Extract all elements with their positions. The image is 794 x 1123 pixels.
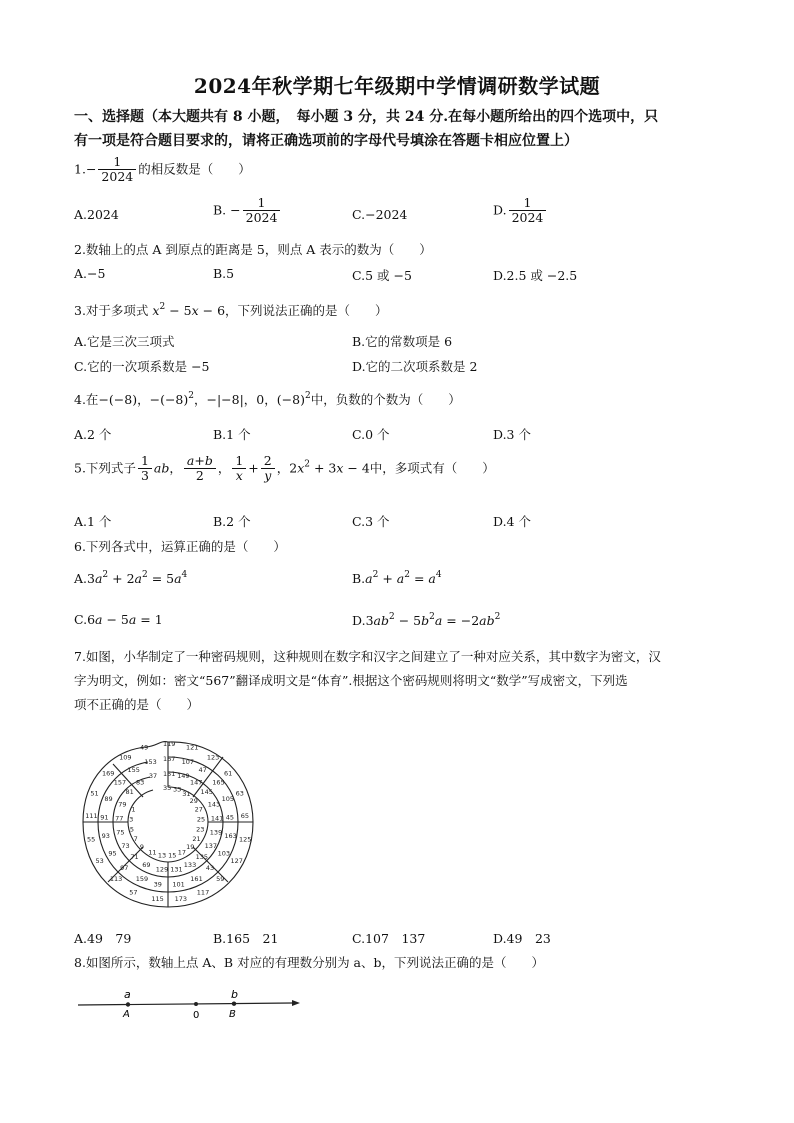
question-7-line2: 字为明文，例如：密文“567”翻译成明文是“体育”.根据这个密码规则将明文“数学”写成密文，下列选 [74,673,628,688]
q1-option-a: A.2024 [74,207,119,222]
spiral-number: 135 [195,853,209,862]
q1-option-c: C.−2024 [352,207,408,222]
spiral-number: 45 [225,813,235,822]
spiral-number: 15 [168,851,177,860]
label-b: b [231,988,238,1001]
q5-option-b: B.2 个 [213,514,251,529]
spiral-number: 137 [204,842,218,850]
spiral-number: 19 [186,842,195,851]
spiral-number: 37 [148,772,158,781]
page-title: 2024年秋学期七年级期中学情调研数学试题 [193,74,601,98]
q2-option-a: A.−5 [74,266,106,281]
spiral-number: 163 [224,832,237,840]
spiral-number: 53 [95,857,104,865]
spiral-number: 145 [200,788,213,797]
spiral-number: 73 [121,842,130,850]
number-line-axis [78,1003,292,1005]
question-5-stem: 5.下列式子 $\frac{1}{3}$ ab， $\frac{a+b}{2}$ ， $\frac{1}{x}$ + $\frac{2}{y}$ ，$2x^2 + 3x - 4$中，多项式有（ ） [74,453,495,484]
q1-option-b: B. − $\frac{1}{2024}$ [213,196,282,226]
spiral-number: 115 [151,895,164,904]
spiral-number: 55 [87,835,96,844]
label-B: B [229,1009,236,1020]
question-1-stem: 1.− $\frac{1}{2024}$ 的相反数是（ ） [74,154,251,185]
spiral-spokes [83,742,253,907]
spiral-number: 107 [181,757,195,766]
question-8-stem: 8.如图所示，数轴上点 A、B 对应的有理数分别为 a、b，下列说法正确的是（ ） [74,955,545,970]
q1-number: 1. [74,161,86,177]
spiral-number: 139 [209,828,223,837]
q5-option-d: D.4 个 [493,514,531,529]
spiral-number: 131 [170,865,183,874]
spiral-number: 109 [119,753,132,762]
spiral-number: 117 [196,888,210,897]
q7-option-c: C.107 137 [352,931,426,946]
spiral-number: 59 [216,875,225,884]
spiral-number: 69 [142,861,151,870]
spiral-number: 65 [240,812,250,821]
spiral-number: 133 [183,861,197,870]
spiral-number: 83 [136,778,145,787]
spiral-number: 51 [90,789,99,798]
spiral-number: 57 [129,888,138,897]
point-A-dot [126,1002,130,1006]
spiral-number: 61 [224,769,233,778]
spiral-number: 13 [157,851,167,860]
q3-option-a: A.它是三次三项式 [74,334,175,349]
spiral-number: 27 [194,805,203,814]
question-7-line1: 7.如图，小华制定了一种密码规则，这种规则在数字和汉字之间建立了一种对应关系，其中数字为密文，汉 [74,649,661,664]
spiral-number: 63 [235,789,244,798]
spiral-number: 147 [190,778,203,787]
spiral-number: 43 [205,864,215,873]
spiral-number: 149 [177,772,190,781]
spiral-number: 39 [153,880,162,889]
q4-option-b: B.1 个 [213,427,251,442]
q1-text: 的相反数是（ ） [138,161,251,177]
spiral-number: 75 [116,828,125,837]
q6-option-a: $A.3a^2 + 2a^2 = 5a^4$ [74,570,188,586]
spiral-number: 121 [186,743,199,752]
spiral-number: 151 [163,770,176,778]
question-6-stem: 6.下列各式中，运算正确的是（ ） [74,539,286,554]
q5-option-c: C.3 个 [352,514,390,529]
spiral-number: 153 [144,757,157,766]
spiral-number: 125 [239,835,252,844]
q7-option-a: A.49 79 [74,931,132,946]
q3-option-c: C.它的一次项系数是 −5 [74,359,210,374]
section-instructions-line1: 一、选择题（本大题共有 8 小题， 每小题 3 分，共 24 分.在每小题所给出的四个选项中，只 [74,109,659,125]
q3-option-d: D.它的二次项系数是 2 [352,359,478,374]
spiral-number: 113 [109,875,123,884]
question-3-stem: 3.对于多项式 $x^2 - 5x - 6$，下列说法正确的是（ ） [74,302,388,318]
spiral-number: 165 [212,778,225,787]
spiral-number: 127 [230,857,243,865]
spiral-number: 1 [131,805,136,814]
spiral-number: 123 [206,753,220,762]
spiral-number: 111 [85,812,98,821]
spiral-number: 129 [155,865,169,874]
spiral-number: 141 [210,814,224,823]
spiral-number: 101 [172,880,185,889]
spiral-number: 9 [139,842,145,851]
q2-option-d: D.2.5 或 −2.5 [493,268,578,283]
spiral-number: 79 [118,800,127,809]
label-a: a [124,988,131,1001]
spiral-number: 3 [129,815,134,824]
q3-option-b: B.它的常数项是 6 [352,334,453,349]
spiral-number: 35 [163,784,172,792]
spiral-number: 71 [130,853,139,862]
number-line-figure [74,985,304,1025]
spiral-number: 29 [189,796,198,805]
spiral-number: 143 [207,800,221,809]
spiral-number: 157 [113,778,127,787]
spiral-number: 105 [221,795,235,803]
point-B-dot [232,1002,236,1006]
spiral-number: 93 [101,832,110,840]
q4-option-a: A.2 个 [74,427,112,442]
spiral-number: 7 [133,835,138,843]
q4-option-c: C.0 个 [352,427,390,442]
spiral-number: 17 [177,848,187,857]
spiral-number: 11 [148,848,157,857]
spiral-number: 173 [174,895,188,904]
cipher-spiral-figure [68,722,268,922]
q6-option-d: $D.3ab^2 - 5b^2a = -2ab^2$ [352,612,501,628]
origin-dot [194,1002,198,1006]
spiral-number: 25 [196,815,206,824]
spiral-number: 95 [108,849,117,858]
spiral-number: 119 [163,740,176,748]
q1-fraction: $\frac{1}{2024}$ [98,155,136,185]
q1-option-d: D. $\frac{1}{2024}$ [493,196,548,226]
section-instructions-line2: 有一项是符合题目要求的，请将正确选项前的字母代号填涂在答题卡相应位置上） [74,133,578,149]
spiral-number: 91 [100,813,109,822]
spiral-number: 31 [182,789,191,798]
spiral-number: 169 [102,769,115,778]
spiral-number: 77 [115,814,124,823]
question-2-stem: 2.数轴上的点 A 到原点的距离是 5，则点 A 表示的数为（ ） [74,242,432,257]
spiral-number: 23 [196,825,205,834]
question-7-line3: 项不正确的是（ ） [74,697,200,712]
spiral-number: 81 [125,788,134,797]
spiral-number: 159 [135,874,149,883]
q7-option-d: D.49 23 [493,931,551,946]
question-4-stem: 4.在−(−8)，$-(-8)^2$，−|−8|，0，$(-8)^2$中，负数的个数为（ ） [74,391,461,407]
q2-option-b: B.5 [213,266,235,281]
spiral-number: 161 [190,874,203,883]
q6-option-b: $B.a^2 + a^2 = a^4$ [352,570,442,586]
q7-option-b: B.165 21 [213,931,279,946]
q6-option-c: C.6a − 5a = 1 [74,612,163,627]
spiral-number: 33 [173,785,182,794]
q2-option-c: C.5 或 −5 [352,268,412,283]
q4-option-d: D.3 个 [493,427,531,442]
label-zero: 0 [193,1010,200,1021]
spiral-number: 47 [198,765,207,774]
spiral-number: 155 [127,765,140,774]
q5-option-a: A.1 个 [74,514,112,529]
spiral-number: 167 [163,755,176,763]
spiral-number: 97 [120,864,129,873]
label-A: A [123,1009,130,1020]
spiral-number: 89 [104,795,113,803]
spiral-number: 103 [217,849,231,858]
spiral-number: 5 [129,825,135,834]
spiral-number: 49 [140,743,149,752]
number-line-arrow [292,1000,300,1006]
spiral-number: 21 [192,835,201,843]
